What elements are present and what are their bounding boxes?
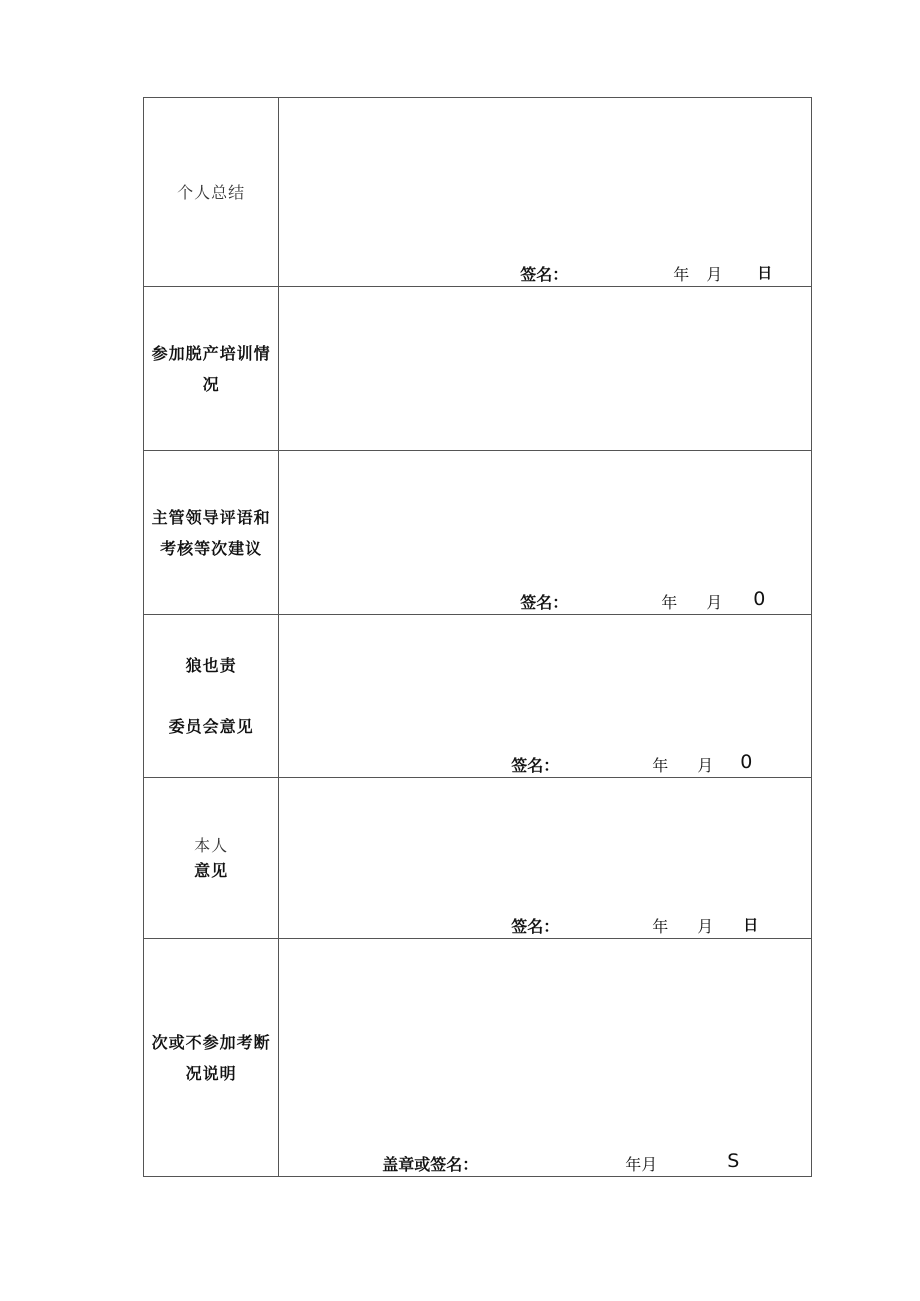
row-label-line: 委员会意见 bbox=[168, 717, 254, 736]
signature-label: 签名： bbox=[511, 917, 560, 936]
row-label-line: 次或不参加考断 bbox=[151, 1032, 271, 1052]
row-label-line: 参加脱产培训情 bbox=[151, 343, 271, 363]
signature-line bbox=[520, 262, 780, 284]
seal-or-signature-label: 盖章或签名： bbox=[382, 1155, 479, 1174]
signature-day-label: 0 bbox=[753, 588, 766, 610]
row-label-line: 况说明 bbox=[185, 1063, 237, 1083]
row-label-line: 本人 bbox=[194, 836, 229, 855]
signature-line bbox=[520, 590, 780, 612]
form-row-self-opinion bbox=[144, 778, 812, 939]
signature-day-label: 日 bbox=[743, 916, 759, 934]
row-label-line: 主管领导评语和 bbox=[151, 507, 271, 527]
form-row-absence-explanation bbox=[144, 939, 812, 1177]
absence-explanation-field[interactable] bbox=[279, 939, 812, 1177]
form-row-training bbox=[144, 287, 812, 451]
signature-label: 签名： bbox=[520, 265, 569, 284]
form-row-personal-summary bbox=[144, 98, 812, 287]
row-label-line: 意见 bbox=[194, 861, 229, 880]
signature-month-label: 月 bbox=[706, 593, 723, 612]
signature-year-month-label: 年月 bbox=[625, 1155, 658, 1174]
signature-year-label: 年 bbox=[652, 756, 669, 775]
signature-line bbox=[511, 914, 771, 936]
signature-month-label: 月 bbox=[697, 756, 714, 775]
personal-summary-field[interactable] bbox=[279, 98, 812, 287]
committee-opinion-field[interactable] bbox=[279, 615, 812, 778]
signature-line bbox=[511, 753, 771, 775]
signature-day-label: 0 bbox=[740, 751, 753, 773]
training-field[interactable] bbox=[279, 287, 812, 451]
row-label-line: 考核等次建议 bbox=[160, 538, 263, 558]
signature-month-label: 月 bbox=[706, 265, 723, 284]
row-label-cell bbox=[144, 98, 279, 287]
signature-year-label: 年 bbox=[652, 917, 669, 936]
form-row-committee-opinion bbox=[144, 615, 812, 778]
signature-month-label: 月 bbox=[697, 917, 714, 936]
row-label-cell bbox=[144, 939, 279, 1177]
signature-label: 签名： bbox=[520, 593, 569, 612]
supervisor-comment-field[interactable] bbox=[279, 451, 812, 615]
signature-year-label: 年 bbox=[673, 265, 690, 284]
self-opinion-field[interactable] bbox=[279, 778, 812, 939]
signature-day-label: S bbox=[727, 1150, 740, 1172]
row-label-cell bbox=[144, 451, 279, 615]
form-row-supervisor-comment bbox=[144, 451, 812, 615]
row-label-cell bbox=[144, 615, 279, 778]
row-label-line: 况 bbox=[202, 374, 220, 394]
signature-label: 签名： bbox=[511, 756, 560, 775]
appraisal-form-table bbox=[143, 97, 812, 1177]
signature-line bbox=[382, 1152, 742, 1174]
row-label-line: 个人总结 bbox=[177, 182, 246, 202]
row-label-cell bbox=[144, 287, 279, 451]
row-label-cell bbox=[144, 778, 279, 939]
signature-year-label: 年 bbox=[661, 593, 678, 612]
signature-day-label: 日 bbox=[757, 264, 773, 282]
row-label-line: 狼也责 bbox=[185, 656, 237, 675]
